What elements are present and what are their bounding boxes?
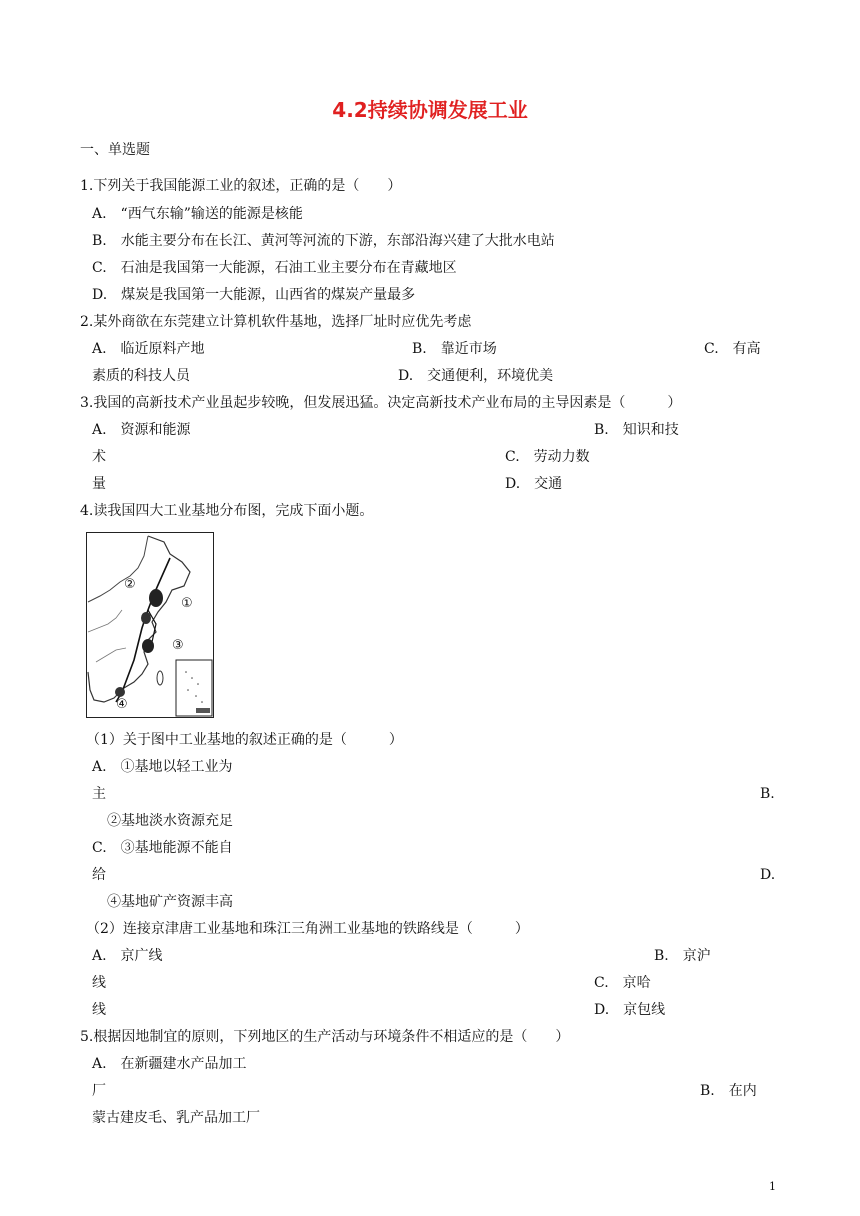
q3-option-d[interactable]: D. 交通	[505, 476, 563, 492]
page-number: 1	[769, 1180, 776, 1193]
q1-option-c[interactable]: C. 石油是我国第一大能源，石油工业主要分布在青藏地区	[92, 260, 457, 276]
q5-option-a-continued: 厂	[92, 1083, 106, 1099]
q4-1-option-c-continued: 给	[92, 867, 106, 883]
q4-1-option-d[interactable]: ④基地矿产资源丰高	[107, 894, 233, 910]
map-label-3: ③	[172, 638, 184, 653]
q4-stem: 4.读我国四大工业基地分布图，完成下面小题。	[80, 503, 374, 519]
q4-1-option-b-letter[interactable]: B.	[760, 786, 775, 802]
q4-2-option-d[interactable]: D. 京包线	[594, 1002, 666, 1018]
q3-option-c-continued: 量	[92, 476, 106, 492]
q3-option-c[interactable]: C. 劳动力数	[505, 449, 590, 465]
q5-stem: 5.根据因地制宜的原则，下列地区的生产活动与环境条件不相适应的是（ ）	[80, 1029, 570, 1045]
q5-option-a[interactable]: A. 在新疆建水产品加工	[92, 1056, 247, 1072]
map-label-1: ①	[181, 596, 193, 611]
page-title: 4.2持续协调发展工业	[332, 98, 528, 122]
q4-2-option-b-continued: 线	[92, 975, 106, 991]
q4-1-stem: （1）关于图中工业基地的叙述正确的是（ ）	[86, 732, 403, 748]
q4-2-option-c-continued: 线	[92, 1002, 106, 1018]
q4-2-option-c[interactable]: C. 京哈	[594, 975, 651, 991]
q2-option-c[interactable]: C. 有高	[704, 341, 761, 357]
q3-stem: 3.我国的高新技术产业虽起步较晚，但发展迅猛。决定高新技术产业布局的主导因素是（ ）	[80, 395, 682, 411]
q4-1-option-d-letter[interactable]: D.	[760, 867, 776, 883]
q2-option-b[interactable]: B. 靠近市场	[412, 341, 497, 357]
q4-2-option-a[interactable]: A. 京广线	[92, 948, 163, 964]
q2-option-a[interactable]: A. 临近原料产地	[92, 341, 205, 357]
q5-option-b-continued: 蒙古建皮毛、乳产品加工厂	[92, 1110, 260, 1126]
section-heading: 一、单选题	[80, 142, 150, 158]
q2-option-c-continued: 素质的科技人员	[92, 368, 190, 384]
q3-option-b[interactable]: B. 知识和技	[594, 422, 679, 438]
map-label-4: ④	[116, 697, 128, 712]
q2-stem: 2.某外商欲在东莞建立计算机软件基地，选择厂址时应优先考虑	[80, 314, 472, 330]
industrial-bases-map	[86, 532, 214, 718]
q1-stem: 1.下列关于我国能源工业的叙述，正确的是（ ）	[80, 178, 402, 194]
q1-option-a[interactable]: A. “西气东输”输送的能源是核能	[92, 206, 303, 222]
q4-1-option-b[interactable]: ②基地淡水资源充足	[107, 813, 233, 829]
map-label-2: ②	[124, 577, 136, 592]
q4-1-option-a[interactable]: A. ①基地以轻工业为	[92, 759, 233, 775]
q1-option-d[interactable]: D. 煤炭是我国第一大能源，山西省的煤炭产量最多	[92, 287, 416, 303]
q4-1-option-a-continued: 主	[92, 786, 106, 802]
q2-option-d[interactable]: D. 交通便利，环境优美	[398, 368, 554, 384]
q4-2-option-b[interactable]: B. 京沪	[654, 948, 711, 964]
q4-2-stem: （2）连接京津唐工业基地和珠江三角洲工业基地的铁路线是（ ）	[86, 921, 529, 937]
q3-option-a[interactable]: A. 资源和能源	[92, 422, 191, 438]
q3-option-b-continued: 术	[92, 449, 106, 465]
q1-option-b[interactable]: B. 水能主要分布在长江、黄河等河流的下游，东部沿海兴建了大批水电站	[92, 233, 555, 249]
q5-option-b[interactable]: B. 在内	[700, 1083, 757, 1099]
q4-1-option-c[interactable]: C. ③基地能源不能自	[92, 840, 233, 856]
